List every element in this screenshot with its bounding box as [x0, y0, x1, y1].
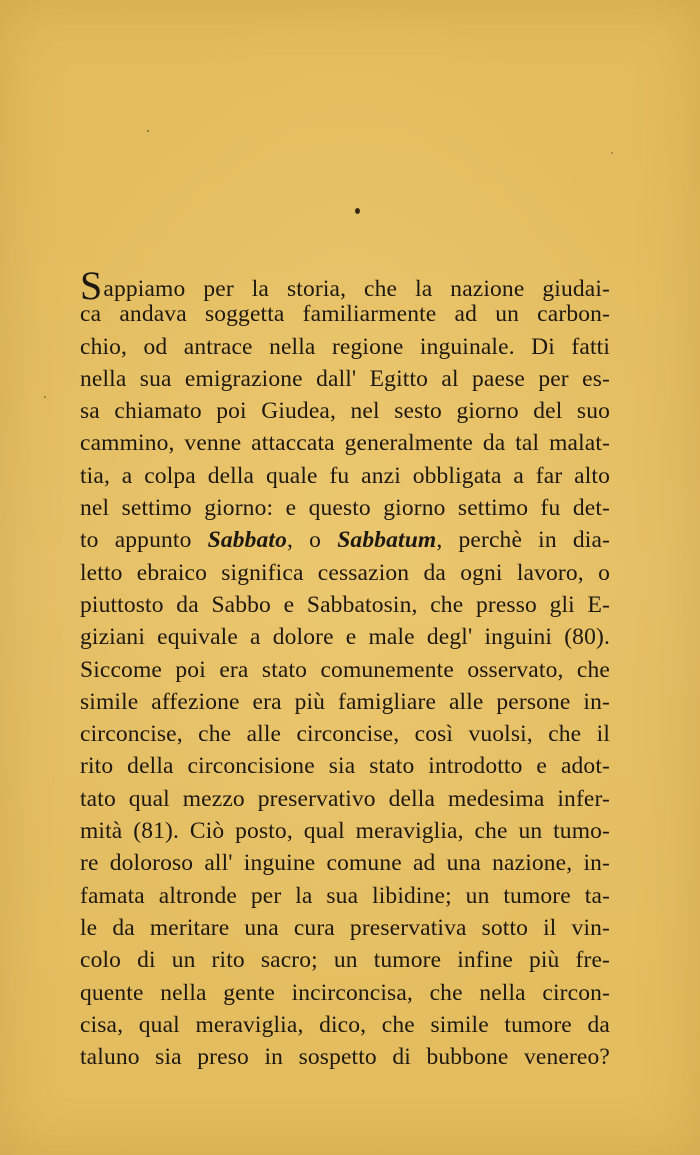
ink-speck	[44, 396, 46, 398]
italic-term: Sabbato	[207, 527, 288, 554]
text-line: famata altronde per la sua libidine; un tumore ta-	[80, 882, 610, 909]
drop-cap: S	[80, 263, 103, 308]
text-line: cammino, venne attaccata generalmente da tal malat-	[80, 430, 610, 457]
text-line: giziani equivale a dolore e male degl' inguini (80).	[80, 624, 610, 651]
text-line: chio, od antrace nella regione inguinale. Di fatti	[80, 333, 610, 360]
text-line: rito della circoncisione sia stato introdotto e adot-	[80, 753, 610, 780]
text-line: circoncise, che alle circoncise, così vuolsi, che il	[80, 721, 610, 748]
text-line: mità (81). Ciò posto, qual meraviglia, che un tumo-	[80, 818, 610, 845]
text-line: Siccome poi era stato comunemente osservato, che	[80, 656, 610, 683]
text-line: re doloroso all' inguine comune ad una nazione, in-	[80, 850, 610, 877]
body-text	[80, 263, 610, 1073]
text-line: letto ebraico significa cessazion da ogni lavoro, o	[80, 559, 610, 586]
ink-speck	[355, 208, 360, 214]
text-line: taluno sia preso in sospetto di bubbone venereo?	[80, 1044, 610, 1071]
text-line: simile affezione era più famigliare alle persone in-	[80, 688, 610, 715]
text-line: piuttosto da Sabbo e Sabbatosin, che presso gli E-	[80, 591, 610, 618]
ink-speck	[611, 152, 613, 154]
text-line: le da meritare una cura preservativa sotto il vin-	[80, 914, 610, 941]
text-line: ca andava soggetta familiarmente ad un carbon-	[80, 301, 610, 328]
ink-speck	[147, 130, 149, 132]
text-line: cisa, qual meraviglia, dico, che simile tumore da	[80, 1011, 610, 1038]
text-line: quente nella gente incirconcisa, che nella circon-	[80, 979, 610, 1006]
italic-term: Sabbatum	[337, 527, 437, 554]
text-line: to appunto Sabbato, o Sabbatum, perchè in dia-	[80, 527, 610, 554]
text-line: Sappiamo per la storia, che la nazione giudai-	[80, 263, 610, 308]
text-line: nella sua emigrazione dall' Egitto al paese per es-	[80, 365, 610, 392]
text-line: nel settimo giorno: e questo giorno settimo fu det-	[80, 495, 610, 522]
text-line: tato qual mezzo preservativo della medesima infer-	[80, 785, 610, 812]
text-line: sa chiamato poi Giudea, nel sesto giorno del suo	[80, 398, 610, 425]
text-line: colo di un rito sacro; un tumore infine più fre-	[80, 947, 610, 974]
text-line: tia, a colpa della quale fu anzi obbligata a far alto	[80, 462, 610, 489]
